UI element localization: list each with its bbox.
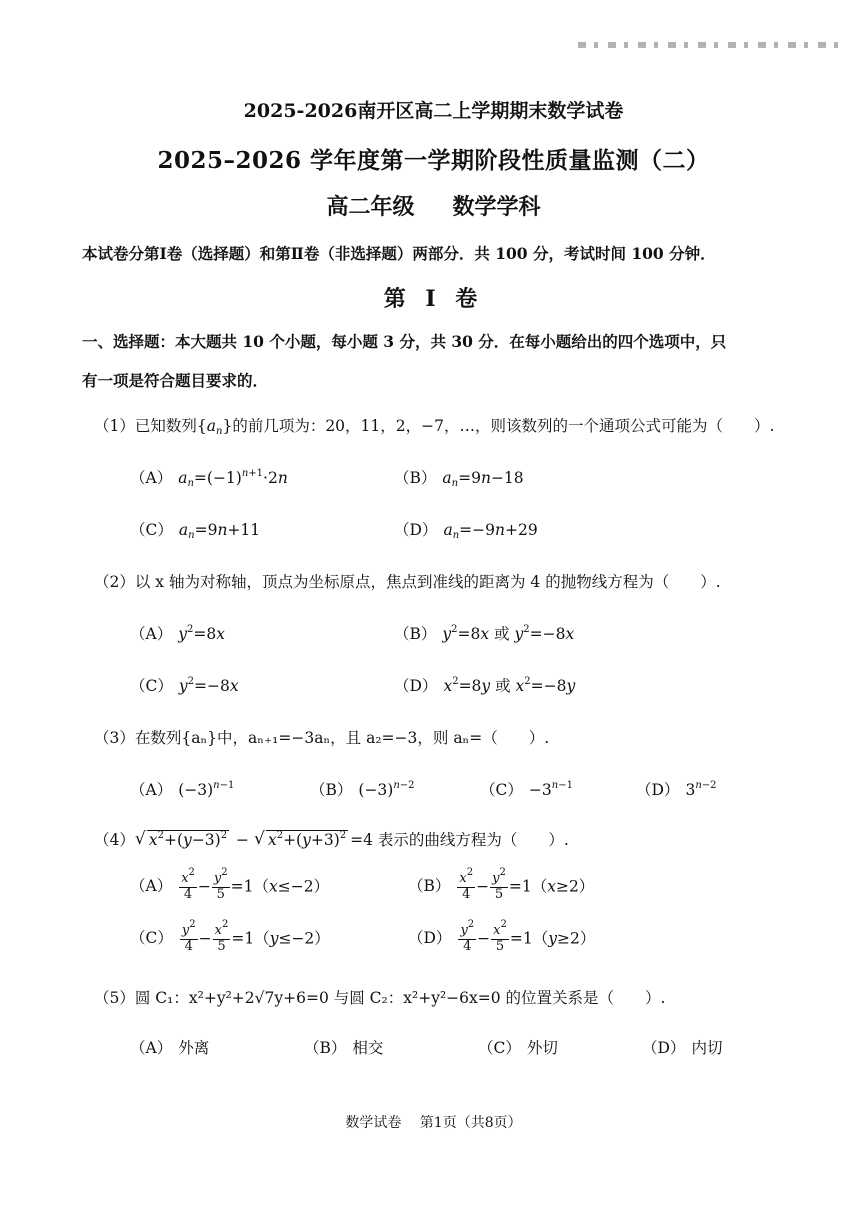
q4-option-b[interactable]: （B） $\frac{x^2}{4}$ − $\frac{y^2}{5}$ =1（x≥2） [408, 867, 595, 902]
question-1: （1）已知数列$\{a_n\}$的前几项为：20，11，2，−7，…，则该数列的一个通项公式可能为（ ）. [94, 417, 775, 437]
q3-option-d[interactable]: （D） $3^{n-2}$ [636, 780, 717, 799]
main-title: 2025–2026 学年度第一学期阶段性质量监测（二） [157, 147, 710, 174]
q4-option-c[interactable]: （C） $\frac{y^2}{4}$ − $\frac{x^2}{5}$ =1（y≤−2） [130, 919, 330, 954]
question-number: （1） [94, 417, 135, 435]
q5-option-d[interactable]: （D） 内切 [642, 1039, 723, 1057]
source-title: 2025-2026南开区高二上学期期末数学试卷 [243, 100, 624, 122]
grade-label: 高二年级 [326, 194, 415, 220]
q5-option-b[interactable]: （B） 相交 [304, 1039, 384, 1057]
question-text: 以 x 轴为对称轴，顶点为坐标原点，焦点到准线的距离为 4 的抛物线方程为（ ）. [134, 573, 721, 591]
question-3 [94, 726, 549, 748]
section-heading-line1: 一、选择题：本大题共 10 个小题，每小题 3 分，共 30 分．在每小题给出的四个选项中，只 [82, 332, 727, 351]
question-number: （5） [94, 989, 135, 1007]
q5-option-c[interactable]: （C） 外切 [478, 1039, 558, 1057]
sqrt-term-1: √ $x^2+(y-3)^2$ [135, 831, 229, 849]
question-text: }的前几项为：20，11，2，−7，…，则该数列的一个通项公式可能为（ ）. [222, 417, 775, 435]
section-heading-line2: 有一项是符合题目要求的． [82, 371, 269, 390]
q2-option-c[interactable]: （C） $y^2=-8x$ [130, 676, 239, 695]
grade-subject [0, 190, 867, 221]
question-number: （3） [94, 729, 135, 747]
scan-noise [578, 42, 838, 48]
question-number: （4） [94, 831, 135, 849]
q3-option-c[interactable]: $(C) -3^{n-1}$ [480, 780, 573, 799]
q3-option-b[interactable]: （B） $(-3)^{n-2}$ [310, 780, 415, 799]
q1-option-c[interactable]: （C） $a_n=9n+11$ [130, 521, 261, 541]
question-text: =4 表示的曲线方程为（ ）. [350, 831, 569, 849]
q4-option-d[interactable]: （D） $\frac{y^2}{4}$ − $\frac{x^2}{5}$ =1（y≥2） [408, 919, 596, 954]
volume-title: 第 Ⅰ 卷 [383, 286, 484, 312]
q1-option-d[interactable]: （D） $a_n=-9n+29$ [394, 521, 538, 541]
question-4: （4）√ $x^2+(y-3)^2$ − √ $x^2+(y+3)^2 =4$ 表示的曲线方程为（ ）. [94, 828, 569, 850]
q4-option-a[interactable]: （A） $\frac{x^2}{4}$ − $\frac{y^2}{5}$ =1（x≤−2） [130, 867, 330, 902]
question-text: 圆 C₁：x²+y²+2√7y+6=0 与圆 C₂：x²+y²−6x=0 的位置关系是（ ）. [134, 989, 666, 1007]
q1-option-a[interactable]: （A） $a_n=(-1)^{n+1}\cdot 2n$ [130, 468, 288, 489]
question-text: 在数列{aₙ}中，aₙ₊₁=−3aₙ，且 a₂=−3，则 aₙ=（ ）. [134, 729, 550, 747]
sqrt-term-2: √ $x^2+(y+3)^2$ [254, 831, 348, 849]
exam-intro: 本试卷分第Ⅰ卷（选择题）和第Ⅱ卷（非选择题）两部分．共 100 分，考试时间 100 分钟． [82, 244, 716, 263]
subject-label: 数学学科 [452, 194, 541, 220]
q2-option-d[interactable]: （D） $x^2=8y$ 或 $x^2=-8y$ [394, 676, 576, 695]
question-text: 已知数列{ [134, 417, 207, 435]
q2-option-a[interactable]: （A） $y^2=8x$ [130, 624, 225, 643]
q2-option-b[interactable]: （B） $y^2=8x$ 或 $y^2=-8x$ [394, 624, 575, 643]
question-number: （2） [94, 573, 135, 591]
question-5 [94, 986, 665, 1008]
q5-option-a[interactable]: （A） 外离 [130, 1039, 210, 1057]
q3-option-a[interactable]: （A） $(-3)^{n-1}$ [130, 780, 235, 799]
page-footer: 数学试卷 第1页（共8页） [345, 1115, 522, 1131]
question-2 [94, 570, 721, 592]
q1-option-b[interactable]: （B） $a_n=9n-18$ [394, 469, 524, 489]
